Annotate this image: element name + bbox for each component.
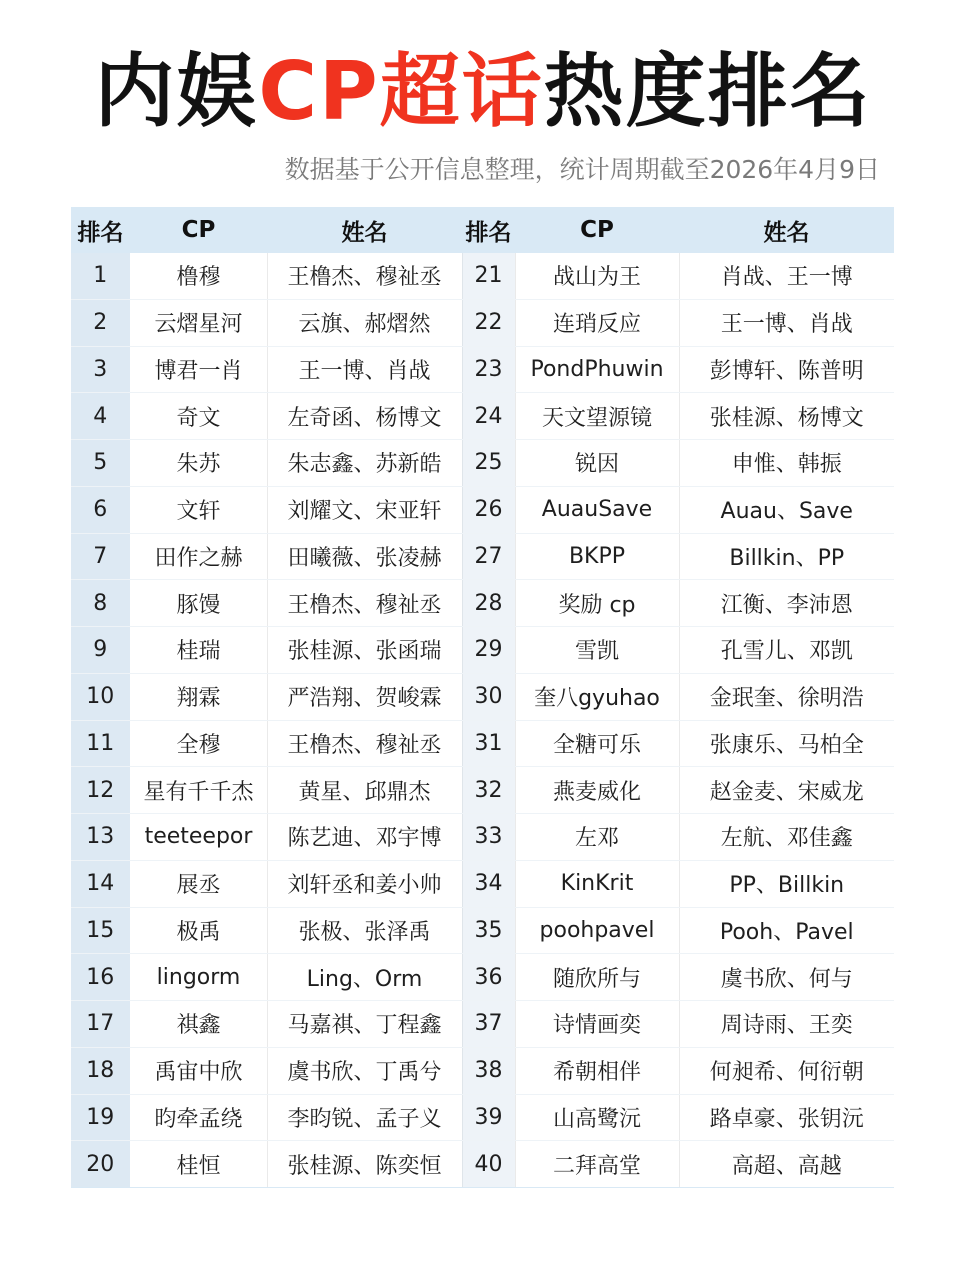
rank-cell: 27: [462, 533, 515, 580]
cp-name-cell: 展丞: [130, 860, 267, 907]
cp-name-cell: 云熠星河: [130, 299, 267, 346]
cp-name-cell: 锐因: [515, 440, 679, 487]
rank-cell: 19: [71, 1094, 130, 1141]
cp-name-cell: 博君一肖: [130, 346, 267, 393]
page-subtitle: 数据基于公开信息整理，统计周期截至2026年4月9日: [284, 155, 880, 184]
rank-cell: 2: [71, 299, 130, 346]
rank-cell: 9: [71, 627, 130, 674]
header-rank-right: 排名: [462, 207, 515, 253]
table-row: [71, 346, 894, 393]
cp-name-cell: KinKrit: [515, 860, 679, 907]
ranking-table-container: [71, 207, 894, 1188]
table-row: [71, 299, 894, 346]
member-names-cell: 金珉奎、徐明浩: [679, 673, 894, 720]
member-names-cell: PP、Billkin: [679, 860, 894, 907]
rank-cell: 14: [71, 860, 130, 907]
rank-cell: 38: [462, 1047, 515, 1094]
rank-cell: 15: [71, 907, 130, 954]
header-cp-left: CP: [130, 207, 267, 253]
table-row: [71, 1141, 894, 1188]
cp-name-cell: 山高鹭沅: [515, 1094, 679, 1141]
cp-name-cell: 全穆: [130, 720, 267, 767]
rank-cell: 13: [71, 814, 130, 861]
table-row: [71, 627, 894, 674]
rank-cell: 8: [71, 580, 130, 627]
cp-name-cell: 连琑反应: [515, 299, 679, 346]
table-row: [71, 907, 894, 954]
rank-cell: 28: [462, 580, 515, 627]
cp-name-cell: 田作之赫: [130, 533, 267, 580]
cp-name-cell: 左邓: [515, 814, 679, 861]
cp-name-cell: 全糖可乐: [515, 720, 679, 767]
page-title: [0, 42, 966, 142]
rank-cell: 10: [71, 673, 130, 720]
header-name-left: 姓名: [267, 207, 462, 253]
cp-name-cell: AuauSave: [515, 486, 679, 533]
rank-cell: 22: [462, 299, 515, 346]
member-names-cell: 王橹杰、穆祉丞: [267, 580, 462, 627]
cp-name-cell: 翔霖: [130, 673, 267, 720]
cp-name-cell: 文轩: [130, 486, 267, 533]
member-names-cell: 何昶希、何衍朝: [679, 1047, 894, 1094]
cp-name-cell: 雪凯: [515, 627, 679, 674]
cp-name-cell: 希朝相伴: [515, 1047, 679, 1094]
rank-cell: 21: [462, 253, 515, 299]
cp-name-cell: PondPhuwin: [515, 346, 679, 393]
member-names-cell: 虞书欣、何与: [679, 954, 894, 1001]
member-names-cell: 左奇函、杨博文: [267, 393, 462, 440]
cp-name-cell: 昀牵孟绕: [130, 1094, 267, 1141]
header-cp-right: CP: [515, 207, 679, 253]
member-names-cell: 张桂源、张函瑞: [267, 627, 462, 674]
table-row: [71, 533, 894, 580]
rank-cell: 26: [462, 486, 515, 533]
cp-name-cell: 战山为王: [515, 253, 679, 299]
rank-cell: 34: [462, 860, 515, 907]
cp-name-cell: 朱苏: [130, 440, 267, 487]
title-part-1: 内娱: [94, 45, 259, 138]
member-names-cell: 王一博、肖战: [267, 346, 462, 393]
member-names-cell: 陈艺迪、邓宇博: [267, 814, 462, 861]
member-names-cell: 高超、高越: [679, 1141, 894, 1188]
member-names-cell: 路卓豪、张钥沅: [679, 1094, 894, 1141]
table-row: [71, 253, 894, 299]
rank-cell: 40: [462, 1141, 515, 1188]
member-names-cell: 刘轩丞和姜小帅: [267, 860, 462, 907]
member-names-cell: 左航、邓佳鑫: [679, 814, 894, 861]
cp-name-cell: 燕麦威化: [515, 767, 679, 814]
member-names-cell: 朱志鑫、苏新皓: [267, 440, 462, 487]
cp-name-cell: 天文望源镜: [515, 393, 679, 440]
table-row: [71, 767, 894, 814]
member-names-cell: 云旗、郝熠然: [267, 299, 462, 346]
cp-name-cell: 奖励 cp: [515, 580, 679, 627]
rank-cell: 12: [71, 767, 130, 814]
rank-cell: 39: [462, 1094, 515, 1141]
rank-cell: 6: [71, 486, 130, 533]
member-names-cell: 虞书欣、丁禹兮: [267, 1047, 462, 1094]
cp-name-cell: 禹宙中欣: [130, 1047, 267, 1094]
rank-cell: 7: [71, 533, 130, 580]
member-names-cell: 马嘉祺、丁程鑫: [267, 1001, 462, 1048]
cp-name-cell: poohpavel: [515, 907, 679, 954]
table-row: [71, 1094, 894, 1141]
cp-name-cell: 祺鑫: [130, 1001, 267, 1048]
member-names-cell: 张桂源、杨博文: [679, 393, 894, 440]
member-names-cell: Billkin、PP: [679, 533, 894, 580]
table-row: [71, 440, 894, 487]
table-header-row: [71, 207, 894, 253]
member-names-cell: 严浩翔、贺峻霖: [267, 673, 462, 720]
table-row: [71, 1047, 894, 1094]
rank-cell: 35: [462, 907, 515, 954]
member-names-cell: 申惟、韩振: [679, 440, 894, 487]
cp-name-cell: 桂恒: [130, 1141, 267, 1188]
member-names-cell: 刘耀文、宋亚轩: [267, 486, 462, 533]
ranking-table: [71, 207, 894, 1188]
cp-name-cell: 极禹: [130, 907, 267, 954]
member-names-cell: 孔雪儿、邓凯: [679, 627, 894, 674]
table-row: [71, 1001, 894, 1048]
member-names-cell: Pooh、Pavel: [679, 907, 894, 954]
member-names-cell: Ling、Orm: [267, 954, 462, 1001]
cp-name-cell: 奎八gyuhao: [515, 673, 679, 720]
rank-cell: 29: [462, 627, 515, 674]
table-row: [71, 814, 894, 861]
cp-name-cell: 奇文: [130, 393, 267, 440]
member-names-cell: 张康乐、马柏全: [679, 720, 894, 767]
rank-cell: 17: [71, 1001, 130, 1048]
member-names-cell: 张桂源、陈奕恒: [267, 1141, 462, 1188]
cp-name-cell: 橹穆: [130, 253, 267, 299]
member-names-cell: 黄星、邱鼎杰: [267, 767, 462, 814]
rank-cell: 25: [462, 440, 515, 487]
cp-name-cell: 诗情画奕: [515, 1001, 679, 1048]
member-names-cell: Auau、Save: [679, 486, 894, 533]
table-row: [71, 580, 894, 627]
table-row: [71, 720, 894, 767]
member-names-cell: 赵金麦、宋威龙: [679, 767, 894, 814]
title-part-2: 热度排名: [543, 45, 872, 138]
member-names-cell: 肖战、王一博: [679, 253, 894, 299]
rank-cell: 31: [462, 720, 515, 767]
cp-name-cell: 星有千千杰: [130, 767, 267, 814]
member-names-cell: 王橹杰、穆祉丞: [267, 253, 462, 299]
cp-name-cell: 随欣所与: [515, 954, 679, 1001]
member-names-cell: 王橹杰、穆祉丞: [267, 720, 462, 767]
rank-cell: 24: [462, 393, 515, 440]
rank-cell: 32: [462, 767, 515, 814]
header-name-right: 姓名: [679, 207, 894, 253]
member-names-cell: 田曦薇、张凌赫: [267, 533, 462, 580]
rank-cell: 18: [71, 1047, 130, 1094]
rank-cell: 20: [71, 1141, 130, 1188]
cp-name-cell: lingorm: [130, 954, 267, 1001]
table-row: [71, 486, 894, 533]
table-row: [71, 393, 894, 440]
table-body: [71, 253, 894, 1188]
member-names-cell: 江衡、李沛恩: [679, 580, 894, 627]
header-rank-left: 排名: [71, 207, 130, 253]
member-names-cell: 周诗雨、王奕: [679, 1001, 894, 1048]
rank-cell: 36: [462, 954, 515, 1001]
cp-name-cell: teeteepor: [130, 814, 267, 861]
rank-cell: 30: [462, 673, 515, 720]
rank-cell: 3: [71, 346, 130, 393]
table-row: [71, 673, 894, 720]
rank-cell: 37: [462, 1001, 515, 1048]
rank-cell: 33: [462, 814, 515, 861]
member-names-cell: 李昀锐、孟子义: [267, 1094, 462, 1141]
rank-cell: 23: [462, 346, 515, 393]
table-row: [71, 954, 894, 1001]
rank-cell: 4: [71, 393, 130, 440]
rank-cell: 5: [71, 440, 130, 487]
member-names-cell: 张极、张泽禹: [267, 907, 462, 954]
member-names-cell: 彭博轩、陈普明: [679, 346, 894, 393]
title-part-highlight: CP超话: [258, 45, 544, 138]
rank-cell: 16: [71, 954, 130, 1001]
cp-name-cell: 二拜高堂: [515, 1141, 679, 1188]
member-names-cell: 王一博、肖战: [679, 299, 894, 346]
table-row: [71, 860, 894, 907]
rank-cell: 1: [71, 253, 130, 299]
cp-name-cell: BKPP: [515, 533, 679, 580]
cp-name-cell: 桂瑞: [130, 627, 267, 674]
cp-name-cell: 豚馒: [130, 580, 267, 627]
rank-cell: 11: [71, 720, 130, 767]
